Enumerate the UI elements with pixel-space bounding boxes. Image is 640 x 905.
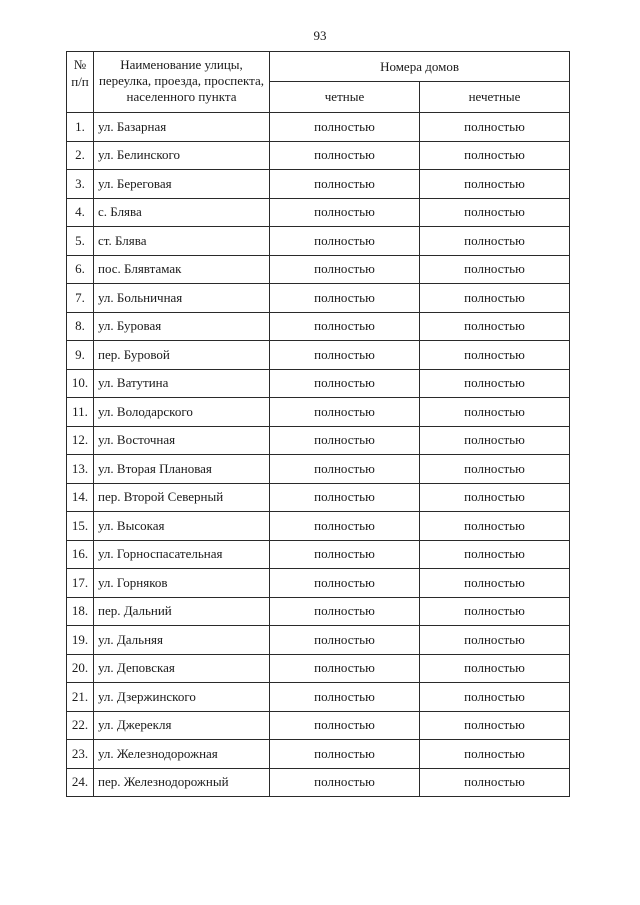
even-houses: полностью xyxy=(270,683,420,712)
odd-houses: полностью xyxy=(420,711,570,740)
odd-houses: полностью xyxy=(420,255,570,284)
table-row xyxy=(67,540,570,569)
table-row xyxy=(67,683,570,712)
row-number: 14. xyxy=(67,483,94,512)
odd-houses: полностью xyxy=(420,369,570,398)
row-number: 4. xyxy=(67,198,94,227)
street-name: ул. Дальняя xyxy=(94,626,270,655)
table-row xyxy=(67,740,570,769)
odd-houses: полностью xyxy=(420,740,570,769)
table-row xyxy=(67,626,570,655)
row-number: 17. xyxy=(67,569,94,598)
row-number: 20. xyxy=(67,654,94,683)
odd-houses: полностью xyxy=(420,768,570,797)
table-row xyxy=(67,512,570,541)
street-name: ул. Восточная xyxy=(94,426,270,455)
even-houses: полностью xyxy=(270,597,420,626)
table-row xyxy=(67,483,570,512)
odd-houses: полностью xyxy=(420,455,570,484)
even-houses: полностью xyxy=(270,170,420,199)
even-houses: полностью xyxy=(270,312,420,341)
streets-table xyxy=(66,51,570,797)
even-houses: полностью xyxy=(270,141,420,170)
row-number: 3. xyxy=(67,170,94,199)
table-body xyxy=(67,113,570,797)
odd-houses: полностью xyxy=(420,540,570,569)
row-number: 1. xyxy=(67,113,94,142)
row-number: 24. xyxy=(67,768,94,797)
even-houses: полностью xyxy=(270,426,420,455)
row-number: 12. xyxy=(67,426,94,455)
even-houses: полностью xyxy=(270,198,420,227)
table-row xyxy=(67,141,570,170)
odd-houses: полностью xyxy=(420,113,570,142)
odd-houses: полностью xyxy=(420,141,570,170)
street-name: ст. Блява xyxy=(94,227,270,256)
table-row xyxy=(67,597,570,626)
row-number: 11. xyxy=(67,398,94,427)
street-name: ул. Деповская xyxy=(94,654,270,683)
row-number: 2. xyxy=(67,141,94,170)
odd-houses: полностью xyxy=(420,312,570,341)
row-number: 6. xyxy=(67,255,94,284)
street-name: пос. Блявтамак xyxy=(94,255,270,284)
row-number: 9. xyxy=(67,341,94,370)
even-houses: полностью xyxy=(270,626,420,655)
odd-houses: полностью xyxy=(420,284,570,313)
odd-houses: полностью xyxy=(420,597,570,626)
even-houses: полностью xyxy=(270,512,420,541)
even-houses: полностью xyxy=(270,284,420,313)
row-number: 18. xyxy=(67,597,94,626)
street-name: пер. Буровой xyxy=(94,341,270,370)
header-number: № п/п xyxy=(67,52,94,113)
table-row xyxy=(67,341,570,370)
odd-houses: полностью xyxy=(420,170,570,199)
even-houses: полностью xyxy=(270,369,420,398)
row-number: 5. xyxy=(67,227,94,256)
street-name: пер. Второй Северный xyxy=(94,483,270,512)
odd-houses: полностью xyxy=(420,512,570,541)
even-houses: полностью xyxy=(270,398,420,427)
odd-houses: полностью xyxy=(420,654,570,683)
even-houses: полностью xyxy=(270,740,420,769)
row-number: 7. xyxy=(67,284,94,313)
odd-houses: полностью xyxy=(420,227,570,256)
table-row xyxy=(67,654,570,683)
street-name: ул. Белинского xyxy=(94,141,270,170)
odd-houses: полностью xyxy=(420,398,570,427)
odd-houses: полностью xyxy=(420,626,570,655)
table-row xyxy=(67,426,570,455)
street-name: ул. Железнодорожная xyxy=(94,740,270,769)
odd-houses: полностью xyxy=(420,569,570,598)
row-number: 22. xyxy=(67,711,94,740)
even-houses: полностью xyxy=(270,455,420,484)
table-row xyxy=(67,170,570,199)
table-row xyxy=(67,768,570,797)
table-row xyxy=(67,569,570,598)
even-houses: полностью xyxy=(270,113,420,142)
street-name: ул. Береговая xyxy=(94,170,270,199)
row-number: 10. xyxy=(67,369,94,398)
row-number: 19. xyxy=(67,626,94,655)
even-houses: полностью xyxy=(270,540,420,569)
header-odd: нечетные xyxy=(420,82,570,113)
odd-houses: полностью xyxy=(420,426,570,455)
table-row xyxy=(67,312,570,341)
even-houses: полностью xyxy=(270,255,420,284)
table-row xyxy=(67,255,570,284)
row-number: 21. xyxy=(67,683,94,712)
row-number: 8. xyxy=(67,312,94,341)
odd-houses: полностью xyxy=(420,198,570,227)
table-row xyxy=(67,198,570,227)
header-house-numbers: Номера домов xyxy=(270,52,570,82)
header-even: четные xyxy=(270,82,420,113)
table-row xyxy=(67,455,570,484)
street-name: пер. Железнодорожный xyxy=(94,768,270,797)
even-houses: полностью xyxy=(270,711,420,740)
odd-houses: полностью xyxy=(420,341,570,370)
street-name: ул. Джерекля xyxy=(94,711,270,740)
table-row xyxy=(67,369,570,398)
row-number: 15. xyxy=(67,512,94,541)
row-number: 23. xyxy=(67,740,94,769)
odd-houses: полностью xyxy=(420,483,570,512)
street-name: ул. Базарная xyxy=(94,113,270,142)
street-name: с. Блява xyxy=(94,198,270,227)
street-name: ул. Высокая xyxy=(94,512,270,541)
table-row xyxy=(67,284,570,313)
street-name: ул. Больничная xyxy=(94,284,270,313)
table-header xyxy=(67,52,570,113)
table-row xyxy=(67,711,570,740)
header-street-name: Наименование улицы, переулка, проезда, проспекта, населенного пункта xyxy=(94,52,270,113)
street-name: ул. Горняков xyxy=(94,569,270,598)
table-row xyxy=(67,398,570,427)
street-name: ул. Володарского xyxy=(94,398,270,427)
even-houses: полностью xyxy=(270,569,420,598)
odd-houses: полностью xyxy=(420,683,570,712)
row-number: 16. xyxy=(67,540,94,569)
street-name: ул. Вторая Плановая xyxy=(94,455,270,484)
street-name: ул. Буровая xyxy=(94,312,270,341)
street-name: ул. Ватутина xyxy=(94,369,270,398)
even-houses: полностью xyxy=(270,227,420,256)
page-number: 93 xyxy=(313,28,327,43)
even-houses: полностью xyxy=(270,483,420,512)
table-row xyxy=(67,113,570,142)
even-houses: полностью xyxy=(270,654,420,683)
even-houses: полностью xyxy=(270,341,420,370)
street-name: ул. Горноспасательная xyxy=(94,540,270,569)
row-number: 13. xyxy=(67,455,94,484)
street-name: ул. Дзержинского xyxy=(94,683,270,712)
table-row xyxy=(67,227,570,256)
even-houses: полностью xyxy=(270,768,420,797)
street-name: пер. Дальний xyxy=(94,597,270,626)
